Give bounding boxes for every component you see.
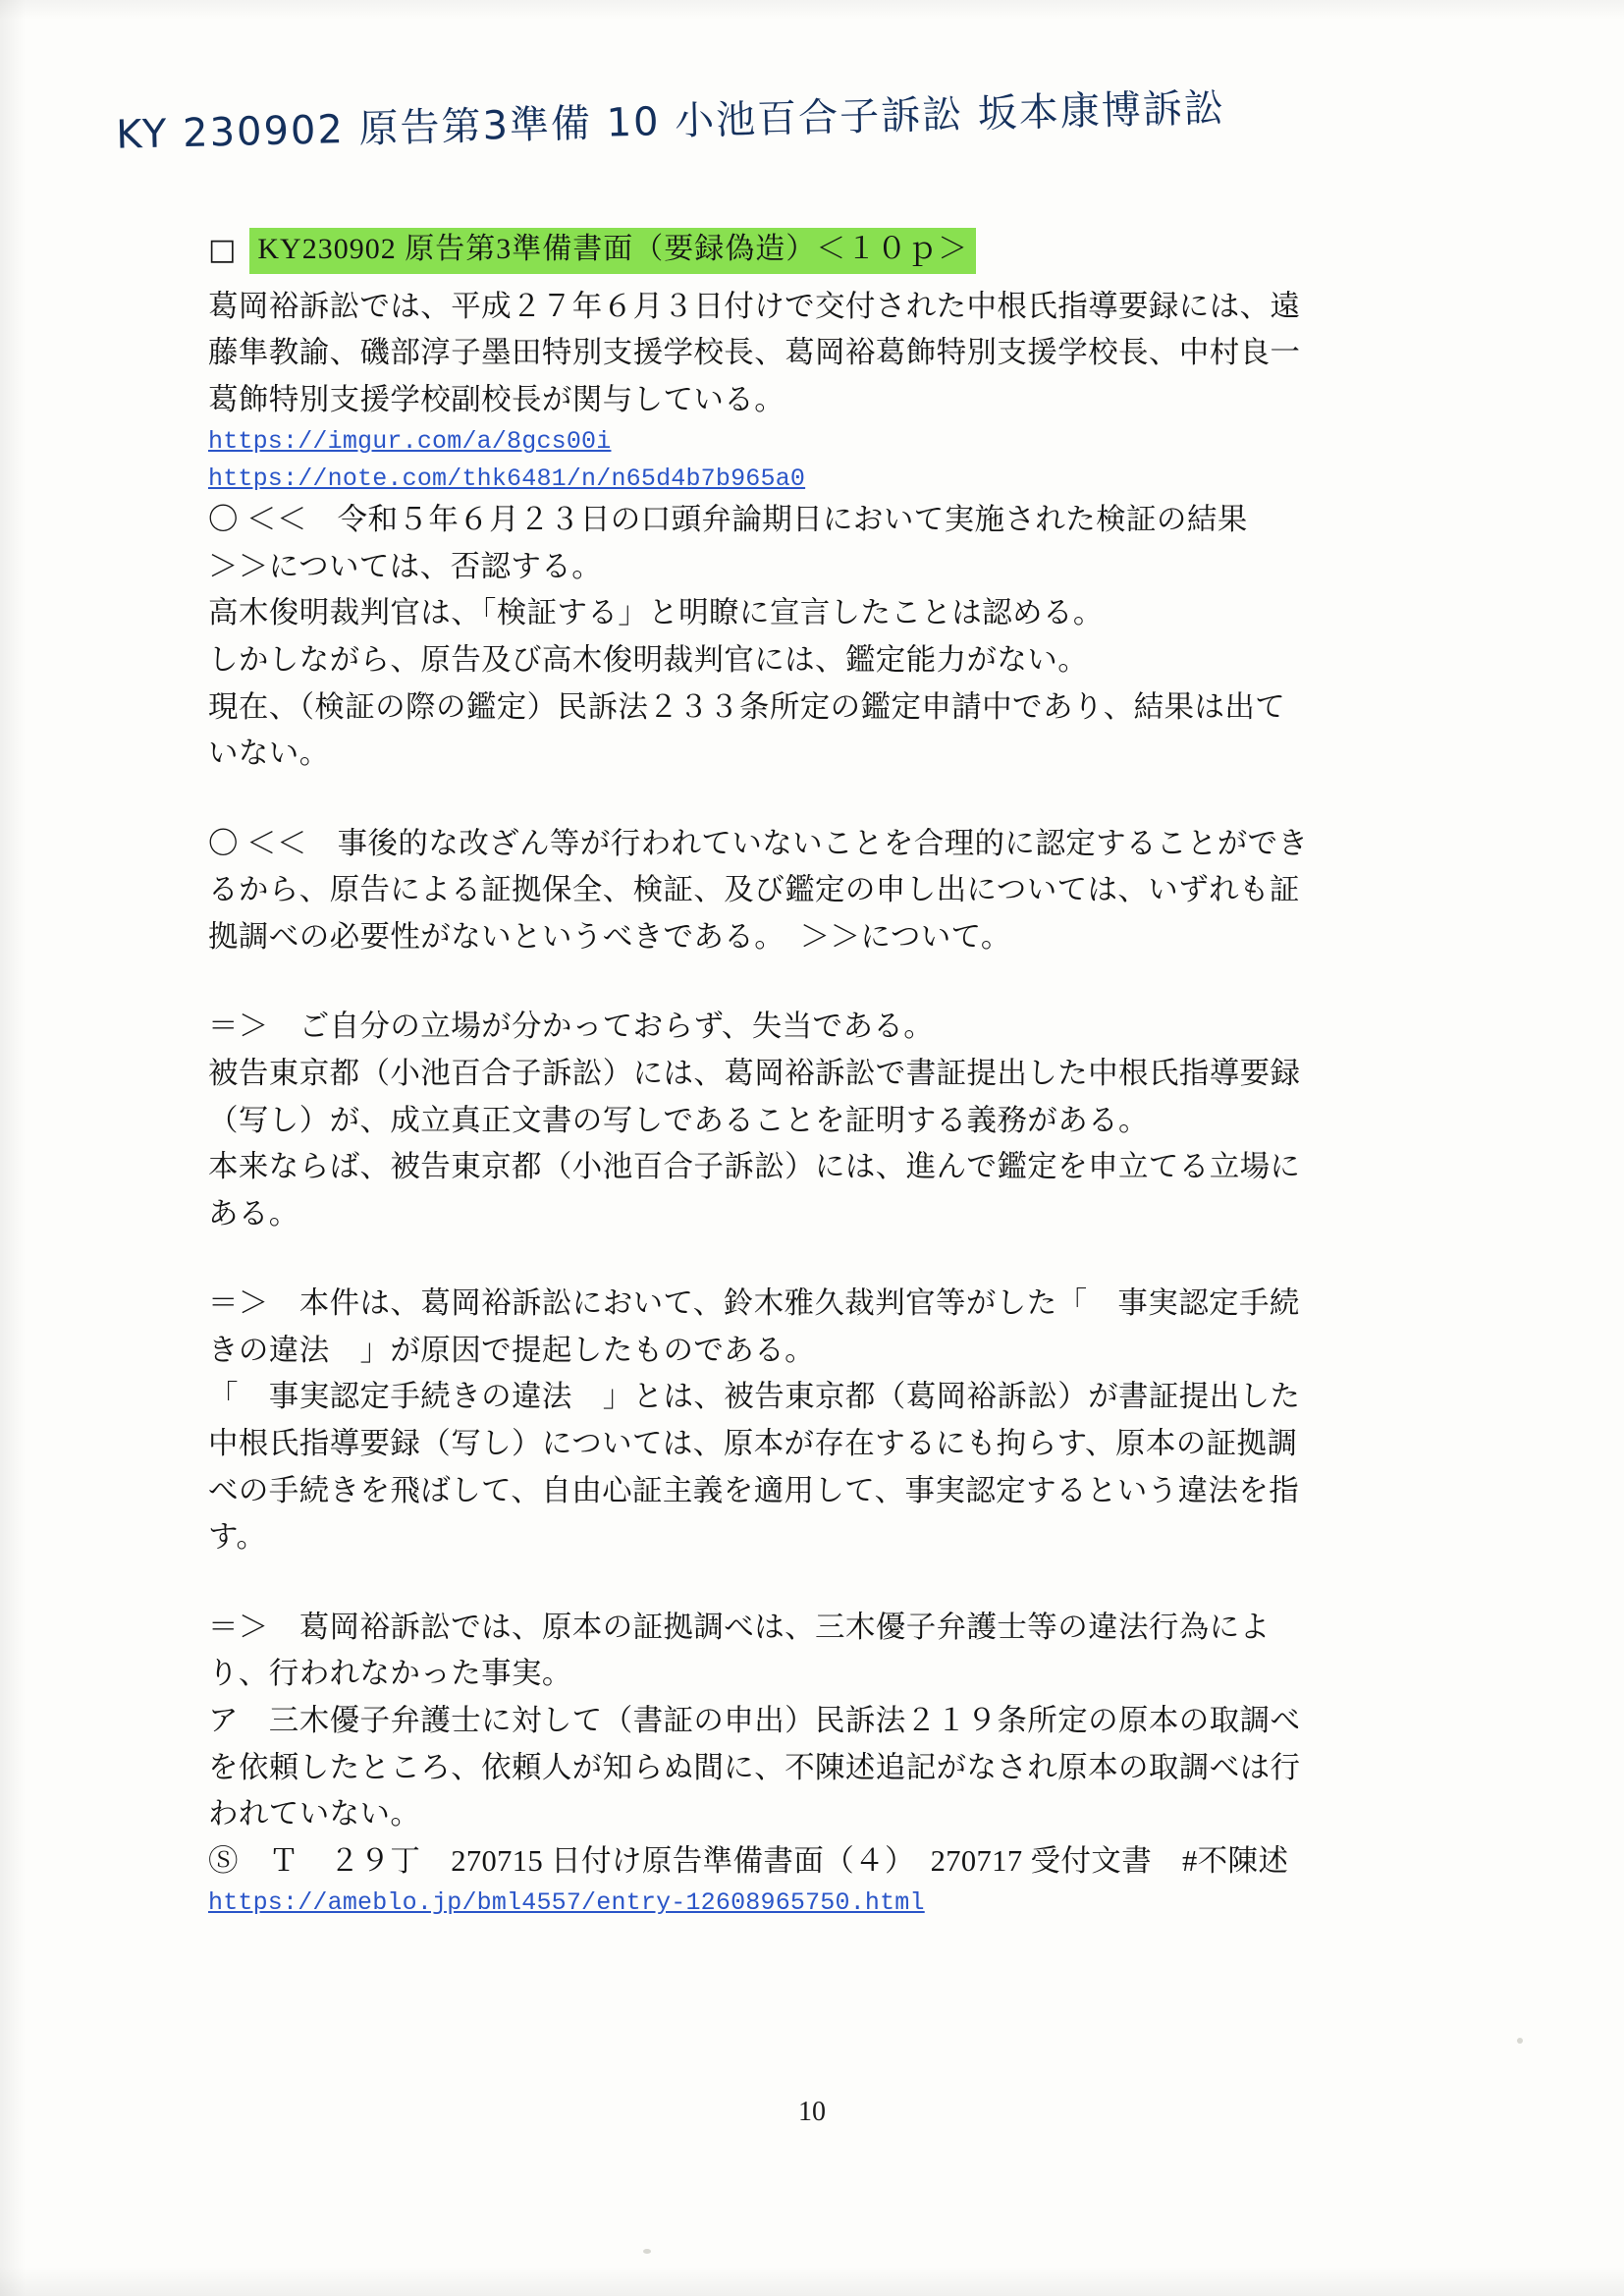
text-line: 被告東京都（小池百合子訴訟）には、葛岡裕訴訟で書証提出した中根氏指導要録 [208, 1057, 1301, 1091]
document-link[interactable]: https://imgur.com/a/8gcs00i [208, 427, 612, 457]
paragraph [208, 821, 1485, 961]
paragraph [208, 284, 1485, 424]
text-line: 拠調べの必要性がないというべきである。 ＞＞について。 [208, 919, 1011, 954]
text-line: 葛岡裕訴訟では、平成２７年６月３日付けで交付された中根氏指導要録には、遠 [208, 289, 1301, 323]
document-body [208, 228, 1485, 1922]
document-title: KY230902 原告第3準備書面（要録偽造）＜１０ｐ＞ [249, 228, 976, 274]
scan-shadow-top [0, 0, 1624, 20]
document-blocks [208, 284, 1485, 1922]
text-line: 葛飾特別支援学校副校長が関与している。 [208, 382, 785, 416]
handwritten-header-note: KY 230902 原告第3準備 10 小池百合子訴訟 坂本康博訴訟 [115, 85, 1226, 158]
scan-speck [643, 2249, 651, 2254]
text-line: るから、原告による証拠保全、検証、及び鑑定の申し出については、いずれも証 [208, 873, 1300, 907]
text-line: ＝＞ 本件は、葛岡裕訴訟において、鈴木雅久裁判官等がした「 事実認定手続 [208, 1286, 1300, 1321]
scan-speck [1517, 2038, 1523, 2044]
text-line: 本来ならば、被告東京都（小池百合子訴訟）には、進んで鑑定を申立てる立場に [208, 1150, 1301, 1184]
scan-shadow-left [0, 0, 26, 2296]
text-line: しかしながら、原告及び高木俊明裁判官には、鑑定能力がない。 [208, 642, 1089, 677]
text-line: われていない。 [208, 1797, 421, 1831]
text-line: 中根氏指導要録（写し）については、原本が存在するにも拘らす、原本の証拠調 [208, 1427, 1298, 1461]
paragraph [208, 1004, 1485, 1237]
document-link[interactable]: https://note.com/thk6481/n/n65d4b7b965a0 [208, 464, 806, 493]
text-line: ある。 [208, 1196, 299, 1230]
text-line: Ⓢ Ｔ ２９丁 270715 日付け原告準備書面（４） 270717 受付文書 #不陳述 [208, 1843, 1289, 1878]
text-line: ＝＞ 葛岡裕訴訟では、原本の証拠調べは、三木優子弁護士等の違法行為によ [208, 1610, 1271, 1644]
text-line: ＞＞については、否認する。 [208, 549, 603, 583]
text-line: 現在、（検証の際の鑑定）民訴法２３３条所定の鑑定申請中であり、結果は出て [208, 689, 1286, 724]
text-line: ＝＞ ご自分の立場が分かっておらず、失当である。 [208, 1010, 935, 1044]
text-line: ア 三木優子弁護士に対して（書証の申出）民訴法２１９条所定の原本の取調べ [208, 1703, 1301, 1737]
text-line: （写し）が、成立真正文書の写しであることを証明する義務がある。 [208, 1103, 1149, 1137]
paragraph [208, 1605, 1485, 1885]
document-title-row [208, 228, 1485, 274]
text-line: を依頼したところ、依頼人が知らぬ間に、不陳述追記がなされ原本の取調べは行 [208, 1750, 1301, 1784]
text-line: 高木俊明裁判官は、「検証する」と明瞭に宣言したことは認める。 [208, 596, 1104, 630]
scan-shadow-bottom [0, 2267, 1624, 2296]
text-line: べの手続きを飛ばして、自由心証主義を適用して、事実認定するという違法を指 [208, 1473, 1300, 1507]
paragraph [208, 1281, 1485, 1560]
text-line: いない。 [208, 737, 330, 771]
text-line: 〇 ＜＜ 令和５年６月２３日の口頭弁論期日において実施された検証の結果 [208, 503, 1248, 537]
paragraph [208, 497, 1485, 777]
text-line: り、行われなかった事実。 [208, 1657, 572, 1691]
paragraph-spacer [208, 1237, 1485, 1281]
paragraph-spacer [208, 960, 1485, 1004]
text-line: きの違法 」が原因で提起したものである。 [208, 1333, 815, 1367]
text-line: す。 [208, 1520, 267, 1555]
text-line: 〇 ＜＜ 事後的な改ざん等が行われていないことを合理的に認定することができ [208, 826, 1309, 860]
page-number: 10 [798, 2097, 826, 2127]
text-line: 藤隼教諭、磯部淳子墨田特別支援学校長、葛岡裕葛飾特別支援学校長、中村良一 [208, 336, 1301, 370]
document-link[interactable]: https://ameblo.jp/bml4557/entry-12608965750.html [208, 1888, 925, 1918]
paragraph-spacer [208, 778, 1485, 821]
paragraph-spacer [208, 1561, 1485, 1605]
checkbox-icon: □ [208, 233, 237, 268]
text-line: 「 事実認定手続きの違法 」とは、被告東京都（葛岡裕訴訟）が書証提出した [208, 1380, 1301, 1414]
